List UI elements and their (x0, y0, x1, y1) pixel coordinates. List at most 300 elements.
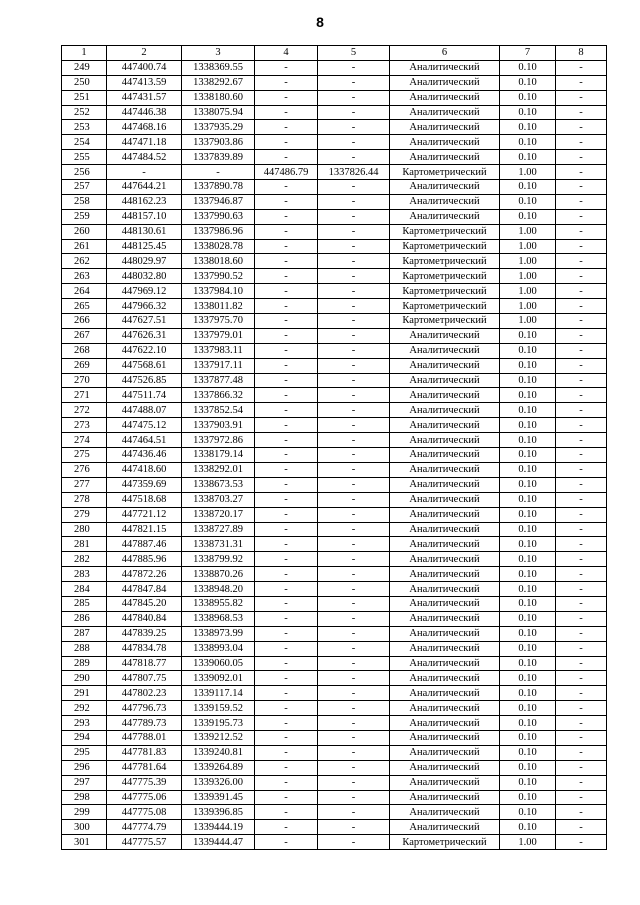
table-cell: - (556, 507, 607, 522)
table-cell: Аналитический (390, 582, 500, 597)
table-row (62, 150, 607, 165)
table-cell: Аналитический (390, 358, 500, 373)
table-cell: 0.10 (500, 328, 556, 343)
table-cell: 1338180.60 (182, 90, 255, 105)
table-cell: - (255, 492, 318, 507)
table-cell: Аналитический (390, 820, 500, 835)
table-cell: - (556, 790, 607, 805)
table-row (62, 611, 607, 626)
table-cell: 286 (62, 611, 107, 626)
table-cell: - (318, 522, 390, 537)
table-cell: Аналитический (390, 194, 500, 209)
table-cell: 447821.15 (107, 522, 182, 537)
table-cell: 0.10 (500, 120, 556, 135)
table-cell: - (318, 656, 390, 671)
table-cell: 447775.06 (107, 790, 182, 805)
table-cell: Аналитический (390, 403, 500, 418)
table-cell: 288 (62, 641, 107, 656)
table-cell: - (556, 805, 607, 820)
table-cell: 447400.74 (107, 60, 182, 75)
table-cell: 256 (62, 165, 107, 180)
table-cell: 1337972.86 (182, 433, 255, 448)
table-cell: 0.10 (500, 671, 556, 686)
table-cell: Аналитический (390, 522, 500, 537)
table-cell: - (255, 582, 318, 597)
table-cell: - (556, 462, 607, 477)
table-cell: 1337990.52 (182, 269, 255, 284)
table-cell: - (318, 120, 390, 135)
table-cell: 1338179.14 (182, 448, 255, 463)
table-cell: - (318, 60, 390, 75)
table-cell: 1338870.26 (182, 567, 255, 582)
column-header: 2 (107, 46, 182, 61)
table-cell: Аналитический (390, 373, 500, 388)
table-cell: - (556, 641, 607, 656)
table-cell: 0.10 (500, 358, 556, 373)
table-cell: 263 (62, 269, 107, 284)
table-cell: 0.10 (500, 745, 556, 760)
table-cell: 1337826.44 (318, 165, 390, 180)
table-cell: 254 (62, 135, 107, 150)
table-cell: 1339391.45 (182, 790, 255, 805)
coordinates-table (61, 45, 607, 850)
table-cell: 1339240.81 (182, 745, 255, 760)
table-cell: 258 (62, 194, 107, 209)
table-cell: - (255, 194, 318, 209)
table-cell: 1337986.96 (182, 224, 255, 239)
table-cell: Аналитический (390, 671, 500, 686)
table-row (62, 522, 607, 537)
table-cell: 447839.25 (107, 626, 182, 641)
table-cell: 277 (62, 477, 107, 492)
table-cell: Аналитический (390, 150, 500, 165)
table-cell: 1338673.53 (182, 477, 255, 492)
table-cell: - (255, 507, 318, 522)
table-cell: - (556, 403, 607, 418)
table-cell: 447436.46 (107, 448, 182, 463)
table-cell: - (318, 462, 390, 477)
table-row (62, 135, 607, 150)
table-cell: 447526.85 (107, 373, 182, 388)
table-cell: 447471.18 (107, 135, 182, 150)
table-cell: 0.10 (500, 701, 556, 716)
table-cell: 1338727.89 (182, 522, 255, 537)
table-cell: 1339396.85 (182, 805, 255, 820)
table-cell: 249 (62, 60, 107, 75)
table-cell: - (255, 448, 318, 463)
table-cell: - (318, 135, 390, 150)
table-cell: 0.10 (500, 611, 556, 626)
table-cell: Аналитический (390, 641, 500, 656)
table-cell: - (556, 254, 607, 269)
table-row (62, 730, 607, 745)
table-row (62, 835, 607, 850)
table-cell: - (318, 254, 390, 269)
table-cell: 282 (62, 552, 107, 567)
table-row (62, 567, 607, 582)
table-cell: - (107, 165, 182, 180)
table-cell: 0.10 (500, 448, 556, 463)
table-cell: 448157.10 (107, 209, 182, 224)
table-cell: 1339195.73 (182, 716, 255, 731)
column-header: 4 (255, 46, 318, 61)
table-cell: 0.10 (500, 75, 556, 90)
table-row (62, 671, 607, 686)
table-cell: - (318, 403, 390, 418)
table-cell: - (318, 150, 390, 165)
table-cell: - (556, 150, 607, 165)
table-cell: 1.00 (500, 254, 556, 269)
table-cell: 1337903.91 (182, 418, 255, 433)
table-cell: - (556, 373, 607, 388)
table-cell: 0.10 (500, 105, 556, 120)
table-cell: 1337903.86 (182, 135, 255, 150)
table-cell: 1338292.67 (182, 75, 255, 90)
table-row (62, 358, 607, 373)
column-header: 7 (500, 46, 556, 61)
table-cell: 1337975.70 (182, 314, 255, 329)
table-cell: - (318, 686, 390, 701)
table-cell: 1339444.19 (182, 820, 255, 835)
table-cell: - (318, 284, 390, 299)
table-cell: 291 (62, 686, 107, 701)
table-cell: 0.10 (500, 626, 556, 641)
table-cell: - (255, 418, 318, 433)
table-cell: - (556, 224, 607, 239)
table-cell: Аналитический (390, 105, 500, 120)
table-cell: - (556, 656, 607, 671)
table-cell: - (556, 552, 607, 567)
table-cell: - (556, 299, 607, 314)
table-cell: 1339326.00 (182, 775, 255, 790)
table-cell: Аналитический (390, 328, 500, 343)
table-cell: 0.10 (500, 492, 556, 507)
table-cell: 447789.73 (107, 716, 182, 731)
table-cell: - (255, 522, 318, 537)
table-row (62, 105, 607, 120)
table-cell: - (318, 552, 390, 567)
table-cell: Картометрический (390, 165, 500, 180)
table-cell: - (318, 835, 390, 850)
table-cell: - (318, 716, 390, 731)
table-cell: 281 (62, 537, 107, 552)
table-cell: Картометрический (390, 299, 500, 314)
table-cell: - (318, 775, 390, 790)
table-cell: - (556, 209, 607, 224)
table-cell: - (556, 537, 607, 552)
table-row (62, 507, 607, 522)
table-cell: 0.10 (500, 596, 556, 611)
table-cell: 447475.12 (107, 418, 182, 433)
table-cell: 1338028.78 (182, 239, 255, 254)
table-cell: - (318, 105, 390, 120)
table-cell: - (556, 194, 607, 209)
table-cell: - (255, 209, 318, 224)
table-cell: 1339060.05 (182, 656, 255, 671)
table-cell: 0.10 (500, 730, 556, 745)
table-row (62, 239, 607, 254)
table-cell: 447431.57 (107, 90, 182, 105)
table-cell: Аналитический (390, 135, 500, 150)
table-cell: - (318, 507, 390, 522)
table-cell: 1.00 (500, 269, 556, 284)
table-cell: - (556, 343, 607, 358)
table-cell: - (556, 314, 607, 329)
table-cell: 253 (62, 120, 107, 135)
table-cell: 447484.52 (107, 150, 182, 165)
table-cell: Картометрический (390, 269, 500, 284)
table-cell: - (255, 686, 318, 701)
table-cell: Аналитический (390, 448, 500, 463)
table-cell: 447468.16 (107, 120, 182, 135)
table-cell: 294 (62, 730, 107, 745)
table-cell: - (556, 760, 607, 775)
table-cell: Аналитический (390, 120, 500, 135)
table-cell: Аналитический (390, 552, 500, 567)
table-row (62, 716, 607, 731)
table-cell: 1339159.52 (182, 701, 255, 716)
table-cell: 1338703.27 (182, 492, 255, 507)
table-row (62, 403, 607, 418)
column-header: 1 (62, 46, 107, 61)
table-cell: 1338799.92 (182, 552, 255, 567)
table-cell: 1337852.54 (182, 403, 255, 418)
table-cell: 279 (62, 507, 107, 522)
table-cell: 447818.77 (107, 656, 182, 671)
table-cell: - (255, 105, 318, 120)
table-cell: - (318, 418, 390, 433)
table-cell: Аналитический (390, 760, 500, 775)
table-cell: 1338011.82 (182, 299, 255, 314)
table-cell: 447774.79 (107, 820, 182, 835)
table-cell: - (318, 448, 390, 463)
table-cell: 283 (62, 567, 107, 582)
table-cell: - (318, 745, 390, 760)
table-cell: - (556, 835, 607, 850)
table-cell: - (255, 224, 318, 239)
table-cell: - (255, 358, 318, 373)
table-cell: 0.10 (500, 686, 556, 701)
table-cell: 1337890.78 (182, 180, 255, 195)
table-cell: 0.10 (500, 656, 556, 671)
table-row (62, 745, 607, 760)
table-cell: 271 (62, 388, 107, 403)
table-cell: 448029.97 (107, 254, 182, 269)
table-cell: Аналитический (390, 656, 500, 671)
table-cell: - (255, 314, 318, 329)
table-cell: 290 (62, 671, 107, 686)
table-cell: - (182, 165, 255, 180)
table-row (62, 224, 607, 239)
table-cell: - (556, 820, 607, 835)
table-cell: 287 (62, 626, 107, 641)
table-row (62, 194, 607, 209)
table-cell: - (318, 239, 390, 254)
table-cell: - (255, 135, 318, 150)
table-cell: 1337946.87 (182, 194, 255, 209)
table-body (62, 60, 607, 849)
table-row (62, 448, 607, 463)
table-cell: 447847.84 (107, 582, 182, 597)
table-row (62, 75, 607, 90)
table-cell: Аналитический (390, 537, 500, 552)
table-cell: 447781.64 (107, 760, 182, 775)
table-row (62, 701, 607, 716)
table-cell: - (255, 299, 318, 314)
table-cell: Аналитический (390, 209, 500, 224)
table-row (62, 656, 607, 671)
table-row (62, 269, 607, 284)
table-cell: 270 (62, 373, 107, 388)
table-cell: - (556, 567, 607, 582)
table-cell: 447807.75 (107, 671, 182, 686)
table-cell: - (255, 462, 318, 477)
table-cell: 1339444.47 (182, 835, 255, 850)
table-cell: Картометрический (390, 224, 500, 239)
table-cell: 275 (62, 448, 107, 463)
table-cell: Аналитический (390, 388, 500, 403)
table-cell: Аналитический (390, 775, 500, 790)
table-cell: 1339092.01 (182, 671, 255, 686)
table-cell: - (255, 790, 318, 805)
table-cell: - (318, 626, 390, 641)
table-cell: 1337935.29 (182, 120, 255, 135)
table-cell: Аналитический (390, 418, 500, 433)
table-cell: - (556, 90, 607, 105)
table-cell: 1337839.89 (182, 150, 255, 165)
table-cell: - (556, 671, 607, 686)
table-cell: 272 (62, 403, 107, 418)
table-cell: - (255, 269, 318, 284)
table-cell: 0.10 (500, 403, 556, 418)
table-cell: - (255, 60, 318, 75)
table-cell: 1.00 (500, 284, 556, 299)
table-cell: 0.10 (500, 582, 556, 597)
table-cell: 259 (62, 209, 107, 224)
table-cell: - (255, 75, 318, 90)
table-cell: 1.00 (500, 165, 556, 180)
table-cell: 1338369.55 (182, 60, 255, 75)
table-cell: 448032.80 (107, 269, 182, 284)
table-cell: - (556, 775, 607, 790)
table-row (62, 254, 607, 269)
table-cell: 1337990.63 (182, 209, 255, 224)
table-cell: 1.00 (500, 299, 556, 314)
table-cell: - (556, 388, 607, 403)
table-cell: 447446.38 (107, 105, 182, 120)
table-cell: - (318, 820, 390, 835)
table-cell: Аналитический (390, 716, 500, 731)
table-cell: 293 (62, 716, 107, 731)
table-cell: 297 (62, 775, 107, 790)
table-cell: 447644.21 (107, 180, 182, 195)
table-cell: - (318, 760, 390, 775)
table-cell: - (318, 75, 390, 90)
table-row (62, 626, 607, 641)
table-cell: 296 (62, 760, 107, 775)
table-cell: - (556, 745, 607, 760)
table-cell: 255 (62, 150, 107, 165)
table-row (62, 90, 607, 105)
table-row (62, 433, 607, 448)
table-cell: 0.10 (500, 537, 556, 552)
table-cell: Аналитический (390, 477, 500, 492)
table-row (62, 477, 607, 492)
table-cell: - (255, 552, 318, 567)
table-cell: 0.10 (500, 522, 556, 537)
table-row (62, 760, 607, 775)
table-cell: - (318, 433, 390, 448)
table-cell: - (556, 611, 607, 626)
table-cell: - (255, 403, 318, 418)
table-cell: - (255, 284, 318, 299)
table-cell: Картометрический (390, 239, 500, 254)
table-cell: 447418.60 (107, 462, 182, 477)
table-row (62, 180, 607, 195)
table-cell: 0.10 (500, 507, 556, 522)
table-cell: 269 (62, 358, 107, 373)
table-cell: - (556, 716, 607, 731)
table-cell: - (318, 269, 390, 284)
table-cell: 252 (62, 105, 107, 120)
table-cell: 1337979.01 (182, 328, 255, 343)
table-cell: - (556, 120, 607, 135)
table-cell: - (255, 596, 318, 611)
table-cell: 300 (62, 820, 107, 835)
table-cell: 447781.83 (107, 745, 182, 760)
table-cell: 0.10 (500, 805, 556, 820)
table-cell: 447872.26 (107, 567, 182, 582)
table-cell: Аналитический (390, 462, 500, 477)
table-cell: - (255, 671, 318, 686)
table-cell: Картометрический (390, 835, 500, 850)
table-cell: - (556, 492, 607, 507)
table-cell: - (318, 730, 390, 745)
table-cell: Аналитический (390, 507, 500, 522)
table-cell: - (255, 567, 318, 582)
table-cell: - (318, 790, 390, 805)
table-row (62, 209, 607, 224)
table-cell: 1339212.52 (182, 730, 255, 745)
table-cell: - (318, 537, 390, 552)
table-cell: Аналитический (390, 492, 500, 507)
table-row (62, 418, 607, 433)
table-cell: - (318, 492, 390, 507)
table-cell: 447796.73 (107, 701, 182, 716)
table-cell: - (556, 730, 607, 745)
table-cell: Аналитический (390, 343, 500, 358)
table-cell: - (318, 567, 390, 582)
table-cell: 0.10 (500, 388, 556, 403)
table-cell: - (318, 343, 390, 358)
table-row (62, 537, 607, 552)
table-row (62, 805, 607, 820)
table-cell: 261 (62, 239, 107, 254)
table-cell: 447775.57 (107, 835, 182, 850)
table-cell: 0.10 (500, 418, 556, 433)
table-cell: 267 (62, 328, 107, 343)
table-cell: 262 (62, 254, 107, 269)
column-header: 8 (556, 46, 607, 61)
table-cell: 0.10 (500, 433, 556, 448)
column-header: 5 (318, 46, 390, 61)
table-cell: 0.10 (500, 373, 556, 388)
table-row (62, 373, 607, 388)
table-cell: 251 (62, 90, 107, 105)
table-cell: - (318, 194, 390, 209)
table-cell: 260 (62, 224, 107, 239)
table-row (62, 820, 607, 835)
